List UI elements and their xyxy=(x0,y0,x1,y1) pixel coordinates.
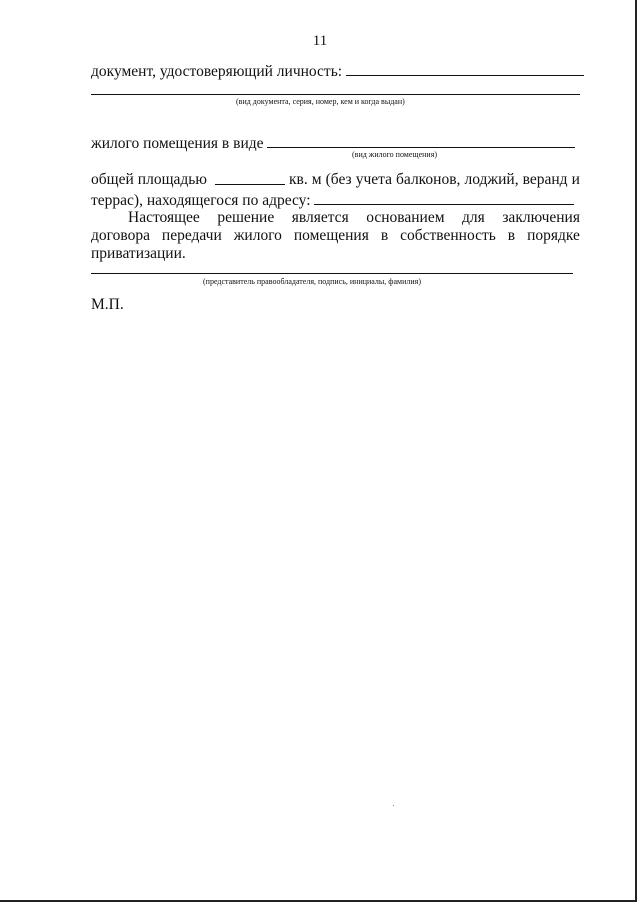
area-word-9: веранд xyxy=(522,171,568,188)
area-word-1: общей xyxy=(91,171,134,188)
stamp-placeholder: М.П. xyxy=(91,296,124,313)
decision-word-13: в xyxy=(507,227,516,244)
area-field-group xyxy=(138,170,285,190)
identity-doc-caption: (вид документа, серия, номер, кем и когда выдан) xyxy=(236,97,405,106)
decision-word-2: решение xyxy=(217,209,275,226)
signature-rule[interactable] xyxy=(91,273,573,274)
identity-doc-label: документ, удостоверяющий личность: xyxy=(91,63,343,80)
area-word-4: м xyxy=(311,171,322,188)
decision-word-12: собственность xyxy=(400,227,496,244)
area-word-8: лоджий, xyxy=(464,171,519,188)
decision-word-5: для xyxy=(462,209,485,226)
area-blank[interactable] xyxy=(215,170,285,185)
area-word-2: площадью xyxy=(137,171,207,188)
decision-word-7: договора xyxy=(91,227,150,244)
area-word-10: и xyxy=(571,171,580,188)
premises-label: жилого помещения в виде xyxy=(91,135,264,152)
page-number: 11 xyxy=(312,33,328,49)
premises-blank[interactable] xyxy=(267,133,575,148)
decision-word-11: в xyxy=(380,227,389,244)
decision-line-3: приватизации. xyxy=(91,245,186,262)
identity-doc-line xyxy=(91,61,584,82)
address-label: террас), находящегося по адресу: xyxy=(91,192,311,209)
decision-word-1: Настоящее xyxy=(128,209,200,226)
area-word-6: учета xyxy=(355,171,392,188)
identity-doc-blank[interactable] xyxy=(346,61,584,76)
area-word-7: балконов, xyxy=(396,171,461,188)
address-blank[interactable] xyxy=(314,190,574,205)
decision-line-1 xyxy=(128,208,580,228)
decision-word-14: порядке xyxy=(527,227,580,244)
decision-word-9: жилого xyxy=(233,227,282,244)
decision-word-4: основанием xyxy=(366,209,445,226)
area-word-5: (без xyxy=(325,171,352,188)
decision-word-8: передачи xyxy=(161,227,222,244)
decision-word-10: помещения xyxy=(293,227,369,244)
scan-speck xyxy=(393,805,394,806)
area-line-1 xyxy=(91,170,580,190)
premises-caption: (вид жилого помещения) xyxy=(352,150,438,159)
area-word-3: кв. xyxy=(288,171,308,188)
identity-doc-rule[interactable] xyxy=(91,94,580,95)
decision-word-6: заключения xyxy=(502,209,580,226)
signature-caption: (представитель правообладателя, подпись, инициалы, фамилия) xyxy=(203,277,421,286)
decision-line-2 xyxy=(91,226,580,246)
decision-word-3: является xyxy=(291,209,349,226)
premises-line xyxy=(91,133,575,154)
